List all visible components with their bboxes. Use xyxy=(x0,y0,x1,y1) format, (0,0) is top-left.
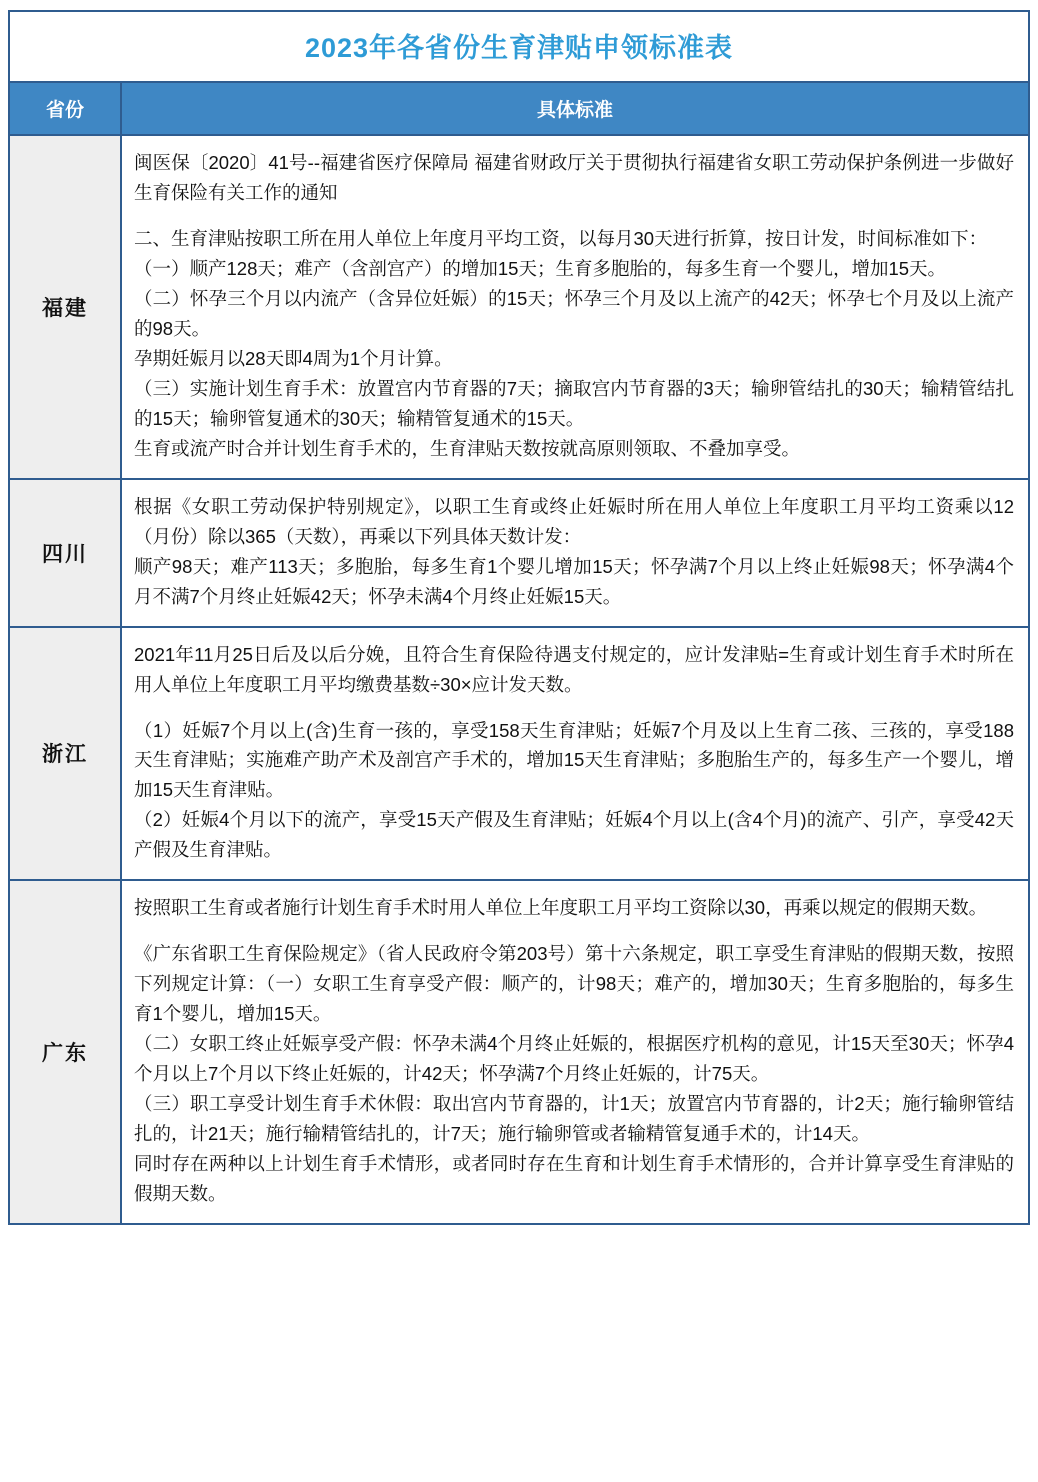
maternity-allowance-table xyxy=(8,10,1030,1225)
standard-cell xyxy=(121,479,1029,627)
table-row xyxy=(9,479,1029,627)
standard-paragraph: 闽医保〔2020〕41号--福建省医疗保障局 福建省财政厅关于贯彻执行福建省女职工劳动保护条例进一步做好生育保险有关工作的通知 xyxy=(134,152,1014,203)
standard-paragraph: （二）女职工终止妊娠享受产假：怀孕未满4个月终止妊娠的，根据医疗机构的意见，计15天至30天；怀孕4个月以上7个月以下终止妊娠的，计42天；怀孕满7个月终止妊娠的，计75天。 xyxy=(134,1033,1014,1085)
standard-paragraph: （一）顺产128天；难产（含剖宫产）的增加15天；生育多胞胎的，每多生育一个婴儿，增加15天。 xyxy=(134,257,947,279)
standard-cell xyxy=(121,135,1029,479)
standard-paragraph: （2）妊娠4个月以下的流产，享受15天产假及生育津贴；妊娠4个月以上(含4个月)的流产、引产，享受42天产假及生育津贴。 xyxy=(134,809,1014,861)
province-cell: 福建 xyxy=(9,135,121,479)
standard-paragraph: 2021年11月25日后及以后分娩，且符合生育保险待遇支付规定的，应计发津贴=生育或计划生育手术时所在用人单位上年度职工月平均缴费基数÷30×应计发天数。 xyxy=(134,643,1014,695)
standard-paragraph: 同时存在两种以上计划生育手术情形，或者同时存在生育和计划生育手术情形的，合并计算享受生育津贴的假期天数。 xyxy=(134,1153,1014,1205)
standard-cell xyxy=(121,627,1029,881)
standard-paragraph: 《广东省职工生育保险规定》（省人民政府令第203号）第十六条规定，职工享受生育津贴的假期天数，按照下列规定计算：（一）女职工生育享受产假：顺产的，计98天；难产的，增加30天；生育多胞胎的，每多生育1个婴儿，增加15天。 xyxy=(134,943,1014,1025)
standard-paragraph: （二）怀孕三个月以内流产（含异位妊娠）的15天；怀孕三个月及以上流产的42天；怀孕七个月及以上流产的98天。 xyxy=(134,287,1014,339)
standard-paragraph: 顺产98天；难产113天；多胞胎，每多生育1个婴儿增加15天；怀孕满7个月以上终止妊娠98天；怀孕满4个月不满7个月终止妊娠42天；怀孕未满4个月终止妊娠15天。 xyxy=(134,555,1014,607)
standard-paragraph: 按照职工生育或者施行计划生育手术时用人单位上年度职工月平均工资除以30，再乘以规定的假期天数。 xyxy=(134,897,988,919)
column-header-province: 省份 xyxy=(9,82,121,135)
standard-paragraph: 生育或流产时合并计划生育手术的，生育津贴天数按就高原则领取、不叠加享受。 xyxy=(134,437,801,459)
page-title: 2023年各省份生育津贴申领标准表 xyxy=(304,33,734,63)
standard-paragraph: （1）妊娠7个月以上(含)生育一孩的，享受158天生育津贴；妊娠7个月及以上生育二孩、三孩的，享受188天生育津贴；实施难产助产术及剖宫产手术的，增加15天生育津贴；多胞胎生产的，每多生产一个婴儿，增加15天生育津贴。 xyxy=(134,719,1014,801)
standard-paragraph: 孕期妊娠月以28天即4周为1个月计算。 xyxy=(134,347,453,369)
document-title-cell xyxy=(9,11,1029,82)
standard-cell xyxy=(121,880,1029,1224)
standard-paragraph: 根据《女职工劳动保护特别规定》，以职工生育或终止妊娠时所在用人单位上年度职工月平均工资乘以12（月份）除以365（天数），再乘以下列具体天数计发： xyxy=(134,495,1014,547)
table-body xyxy=(9,135,1029,1224)
table-row xyxy=(9,880,1029,1224)
table-header xyxy=(9,11,1029,135)
standard-paragraph: （三）职工享受计划生育手术休假：取出宫内节育器的，计1天；放置宫内节育器的，计2天；施行输卵管结扎的，计21天；施行输精管结扎的，计7天；施行输卵管或者输精管复通手术的，计14天。 xyxy=(134,1093,1014,1145)
province-cell: 四川 xyxy=(9,479,121,627)
table-row xyxy=(9,627,1029,881)
table-row xyxy=(9,135,1029,479)
column-header-row xyxy=(9,82,1029,135)
province-cell: 浙江 xyxy=(9,627,121,881)
standard-paragraph: 二、生育津贴按职工所在用人单位上年度月平均工资，以每月30天进行折算，按日计发，时间标准如下： xyxy=(134,227,988,249)
province-cell: 广东 xyxy=(9,880,121,1224)
title-row xyxy=(9,11,1029,82)
column-header-standard: 具体标准 xyxy=(121,82,1029,135)
standard-paragraph: （三）实施计划生育手术：放置宫内节育器的7天；摘取宫内节育器的3天；输卵管结扎的30天；输精管结扎的15天；输卵管复通术的30天；输精管复通术的15天。 xyxy=(134,377,1014,429)
